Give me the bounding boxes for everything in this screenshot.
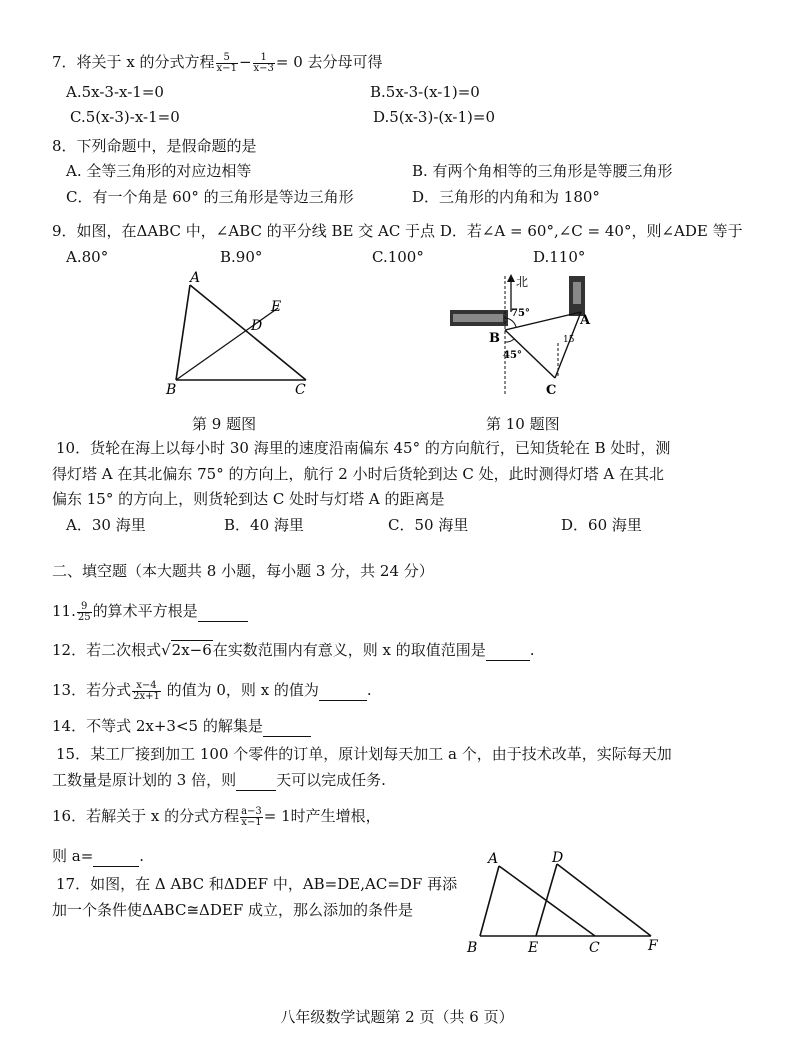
q14: 14．不等式 2x+3<5 的解集是 xyxy=(52,716,311,737)
q9-option-a: A.80° xyxy=(66,248,109,266)
q7-option-c: C.5(x-3)-x-1=0 xyxy=(70,108,180,126)
fig9-label-a: A xyxy=(190,270,201,286)
fig10-label-b: B xyxy=(489,331,500,346)
q13: 13．若分式 $\frac{x-4}{2x+1}$ 的值为 0，则 x 的值为 . xyxy=(52,679,372,702)
fig17-label-b: B xyxy=(467,940,478,956)
q12: 12．若二次根式√2x−6在实数范围内有意义，则 x 的取值范围是 . xyxy=(52,641,535,659)
q8-option-d: D．三角形的内角和为 180° xyxy=(412,188,600,206)
q15-answer-blank[interactable] xyxy=(236,770,276,791)
q10-line-2: 得灯塔 A 在其北偏东 75° 的方向上，航行 2 小时后货轮到达 C 处，此时测得灯塔 A 在其北 xyxy=(52,465,664,483)
section-2-heading: 二、填空题（本大题共 8 小题，每小题 3 分，共 24 分） xyxy=(52,562,434,580)
fig9-label-b: B xyxy=(166,382,177,398)
fig10-label-c: C xyxy=(546,383,557,398)
fig10-label-a: A xyxy=(580,313,591,328)
q11-answer-blank[interactable] xyxy=(198,601,248,622)
fig9-label-d: D xyxy=(251,318,263,334)
fig10-caption: 第 10 题图 xyxy=(486,415,560,433)
q12-answer-blank[interactable] xyxy=(486,640,530,661)
q10-option-a: A．30 海里 xyxy=(66,516,146,534)
q14-answer-blank[interactable] xyxy=(263,716,311,737)
q9-option-c: C.100° xyxy=(372,248,424,266)
q10-line-3: 偏东 15° 的方向上，则货轮到达 C 处时与灯塔 A 的距离是 xyxy=(52,490,445,508)
fig17-label-e: E xyxy=(528,940,539,956)
fig17-label-d: D xyxy=(552,850,564,866)
q10-option-b: B．40 海里 xyxy=(224,516,304,534)
fig10-north-label: 北 xyxy=(516,275,529,289)
q15-line-2: 工数量是原计划的 3 倍，则 天可以完成任务. xyxy=(52,771,386,789)
q9-stem: 9．如图，在ΔABC 中，∠ABC 的平分线 BE 交 AC 于点 D．若∠A = 60°,∠C = 40°，则∠ADE 等于 xyxy=(52,222,743,240)
q7-option-b: B.5x-3-(x-1)=0 xyxy=(370,83,480,101)
fig10-angle-45: 45° xyxy=(503,350,522,361)
q8-option-b: B. 有两个角相等的三角形是等腰三角形 xyxy=(412,162,673,180)
q8-stem: 8．下列命题中，是假命题的是 xyxy=(52,137,257,155)
q7-stem: 7．将关于 x 的分式方程 $\frac{5}{x-1}$ − $\frac{1}{x-3}$ = 0 去分母可得 xyxy=(52,51,383,74)
q8-option-c: C．有一个角是 60° 的三角形是等边三角形 xyxy=(66,188,354,206)
q10-option-c: C．50 海里 xyxy=(388,516,469,534)
fig9-label-e: E xyxy=(271,299,282,315)
q9-option-b: B.90° xyxy=(220,248,263,266)
q7-option-a: A.5x-3-x-1=0 xyxy=(66,83,164,101)
q17-line-2: 加一个条件使ΔABC≅ΔDEF 成立，那么添加的条件是 xyxy=(52,901,413,919)
q17-line-1: 17．如图，在 Δ ABC 和ΔDEF 中，AB=DE,AC=DF 再添 xyxy=(56,875,458,893)
q16-answer-blank[interactable] xyxy=(93,846,139,867)
q10-option-d: D．60 海里 xyxy=(561,516,642,534)
figure-9 xyxy=(160,268,330,398)
fig17-label-c: C xyxy=(589,940,600,956)
q9-option-d: D.110° xyxy=(533,248,586,266)
fig17-label-f: F xyxy=(648,938,658,954)
q7-option-d: D.5(x-3)-(x-1)=0 xyxy=(373,108,496,126)
fig9-caption: 第 9 题图 xyxy=(192,415,257,433)
q15-line-1: 15．某工厂接到加工 100 个零件的订单，原计划每天加工 a 个，由于技术改革，实际每天加 xyxy=(56,745,672,763)
q10-line-1: 10．货轮在海上以每小时 30 海里的速度沿南偏东 45° 的方向航行，已知货轮在 B 处时，测 xyxy=(56,439,671,457)
figure-17 xyxy=(462,846,672,958)
fig9-label-c: C xyxy=(295,382,306,398)
fig10-angle-75: 75° xyxy=(511,308,530,319)
page-footer: 八年级数学试题第 2 页（共 6 页） xyxy=(280,1008,514,1026)
q13-answer-blank[interactable] xyxy=(319,680,367,701)
q16-line-2: 则 a= . xyxy=(52,847,145,865)
q8-option-a: A. 全等三角形的对应边相等 xyxy=(66,162,252,180)
q11: 11. $\frac{9}{25}$ 的算术平方根是 xyxy=(52,601,248,623)
figure-10 xyxy=(445,272,605,402)
fig10-angle-15: 15 xyxy=(563,335,575,345)
q16: 16．若解关于 x 的分式方程 $\frac{a-3}{x-1}$ = 1时产生增根， xyxy=(52,805,381,828)
fig17-label-a: A xyxy=(488,851,499,867)
